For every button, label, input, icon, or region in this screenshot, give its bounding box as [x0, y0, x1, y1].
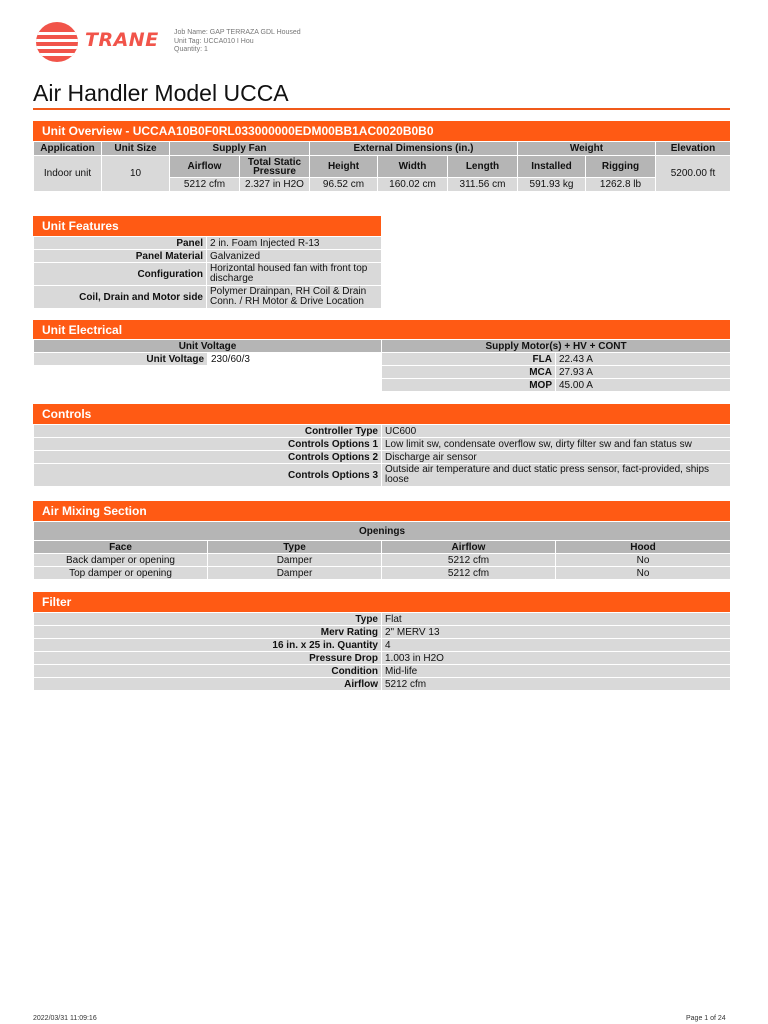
val-height: 96.52 cm	[310, 178, 378, 192]
motor-value: 27.93 A	[556, 366, 731, 379]
motor-value: 22.43 A	[556, 353, 731, 366]
table-row	[34, 451, 731, 464]
filter-value: Flat	[382, 613, 731, 626]
cell: 5212 cfm	[382, 567, 556, 580]
controls-table	[33, 424, 731, 487]
page-title: Air Handler Model UCCA	[33, 80, 289, 106]
feature-label: Configuration	[34, 263, 207, 286]
control-label: Controls Options 2	[34, 451, 382, 464]
motor-header: Supply Motor(s) + HV + CONT	[382, 340, 731, 353]
overview-title: Unit Overview - UCCAA10B0F0RL033000000EDM00BB1AC0020B0B0	[33, 121, 730, 141]
control-label: Controls Options 3	[34, 464, 382, 487]
filter-value: Mid-life	[382, 665, 731, 678]
col-elevation: Elevation	[656, 142, 731, 156]
table-row	[34, 425, 731, 438]
page-number: Page 1 of 24	[686, 1015, 726, 1022]
cell: Damper	[208, 554, 382, 567]
col-height: Height	[310, 156, 378, 178]
table-row	[34, 652, 731, 665]
col-application: Application	[34, 142, 102, 156]
val-width: 160.02 cm	[378, 178, 448, 192]
feature-label: Panel Material	[34, 250, 207, 263]
control-label: Controller Type	[34, 425, 382, 438]
cell: Back damper or opening	[34, 554, 208, 567]
cell: Top damper or opening	[34, 567, 208, 580]
col-installed: Installed	[518, 156, 586, 178]
filter-label: Type	[34, 613, 382, 626]
feature-value: Polymer Drainpan, RH Coil & Drain Conn. / RH Motor & Drive Location	[207, 286, 382, 309]
overview-table	[33, 141, 731, 192]
col-width: Width	[378, 156, 448, 178]
table-row	[34, 250, 382, 263]
job-name: Job Name: GAP TERRAZA GDL Housed	[174, 29, 301, 36]
control-value: UC600	[382, 425, 731, 438]
unit-tag: Unit Tag: UCCA010 I Hou	[174, 37, 254, 45]
electrical-title: Unit Electrical	[33, 320, 730, 340]
openings-header: Openings	[34, 522, 731, 541]
filter-value: 2" MERV 13	[382, 626, 731, 639]
col-supply-fan: Supply Fan	[170, 142, 310, 156]
voltage-header: Unit Voltage	[34, 340, 382, 353]
feature-value: Horizontal housed fan with front top discharge	[207, 263, 382, 286]
filter-value: 4	[382, 639, 731, 652]
col-length: Length	[448, 156, 518, 178]
val-airflow: 5212 cfm	[170, 178, 240, 192]
control-value: Discharge air sensor	[382, 451, 731, 464]
col-rigging: Rigging	[586, 156, 656, 178]
motor-value: 45.00 A	[556, 379, 731, 392]
feature-label: Coil, Drain and Motor side	[34, 286, 207, 309]
features-title: Unit Features	[33, 216, 381, 236]
footer-timestamp: 2022/03/31 11:09:16	[33, 1015, 97, 1022]
col-airflow: Airflow	[170, 156, 240, 178]
voltage-value: 230/60/3	[208, 353, 382, 366]
col-type: Type	[208, 541, 382, 554]
val-tsp: 2.327 in H2O	[240, 178, 310, 192]
cell: No	[556, 554, 731, 567]
title-divider	[33, 108, 730, 110]
trane-logo-icon	[36, 22, 78, 62]
table-row	[34, 438, 731, 451]
filter-label: Pressure Drop	[34, 652, 382, 665]
cell: Damper	[208, 567, 382, 580]
motor-label: MCA	[382, 366, 556, 379]
col-airflow: Airflow	[382, 541, 556, 554]
filter-label: Merv Rating	[34, 626, 382, 639]
col-ext-dims: External Dimensions (in.)	[310, 142, 518, 156]
table-row	[34, 263, 382, 286]
table-row	[34, 626, 731, 639]
filter-value: 5212 cfm	[382, 678, 731, 691]
table-row	[34, 567, 731, 580]
filter-label: Airflow	[34, 678, 382, 691]
motor-label: FLA	[382, 353, 556, 366]
col-unit-size: Unit Size	[102, 142, 170, 156]
table-row	[34, 639, 731, 652]
col-tsp: Total Static Pressure	[240, 156, 310, 178]
motor-label: MOP	[382, 379, 556, 392]
feature-value: Galvanized	[207, 250, 382, 263]
val-rigging: 1262.8 lb	[586, 178, 656, 192]
filter-label: 16 in. x 25 in. Quantity	[34, 639, 382, 652]
val-application: Indoor unit	[34, 156, 102, 192]
mixing-table	[33, 521, 731, 580]
val-unit-size: 10	[102, 156, 170, 192]
table-row	[34, 286, 382, 309]
table-row	[34, 237, 382, 250]
electrical-table	[33, 339, 731, 392]
brand-name: TRANE	[85, 29, 159, 51]
quantity: Quantity: 1	[174, 46, 208, 53]
job-info	[174, 29, 301, 55]
val-installed: 591.93 kg	[518, 178, 586, 192]
feature-value: 2 in. Foam Injected R-13	[207, 237, 382, 250]
val-length: 311.56 cm	[448, 178, 518, 192]
table-row	[34, 554, 731, 567]
control-value: Outside air temperature and duct static press sensor, fact-provided, ships loose	[382, 464, 731, 487]
filter-title: Filter	[33, 592, 730, 612]
col-face: Face	[34, 541, 208, 554]
control-label: Controls Options 1	[34, 438, 382, 451]
val-elevation: 5200.00 ft	[656, 156, 731, 192]
filter-label: Condition	[34, 665, 382, 678]
cell: 5212 cfm	[382, 554, 556, 567]
table-row	[34, 678, 731, 691]
cell: No	[556, 567, 731, 580]
mixing-title: Air Mixing Section	[33, 501, 730, 521]
controls-title: Controls	[33, 404, 730, 424]
feature-label: Panel	[34, 237, 207, 250]
table-row	[34, 665, 731, 678]
table-row	[34, 613, 731, 626]
col-hood: Hood	[556, 541, 731, 554]
control-value: Low limit sw, condensate overflow sw, dirty filter sw and fan status sw	[382, 438, 731, 451]
voltage-label: Unit Voltage	[34, 353, 208, 366]
page-header	[33, 20, 733, 64]
filter-table	[33, 612, 731, 691]
features-table	[33, 236, 382, 309]
filter-value: 1.003 in H2O	[382, 652, 731, 665]
col-weight: Weight	[518, 142, 656, 156]
table-row	[34, 464, 731, 487]
